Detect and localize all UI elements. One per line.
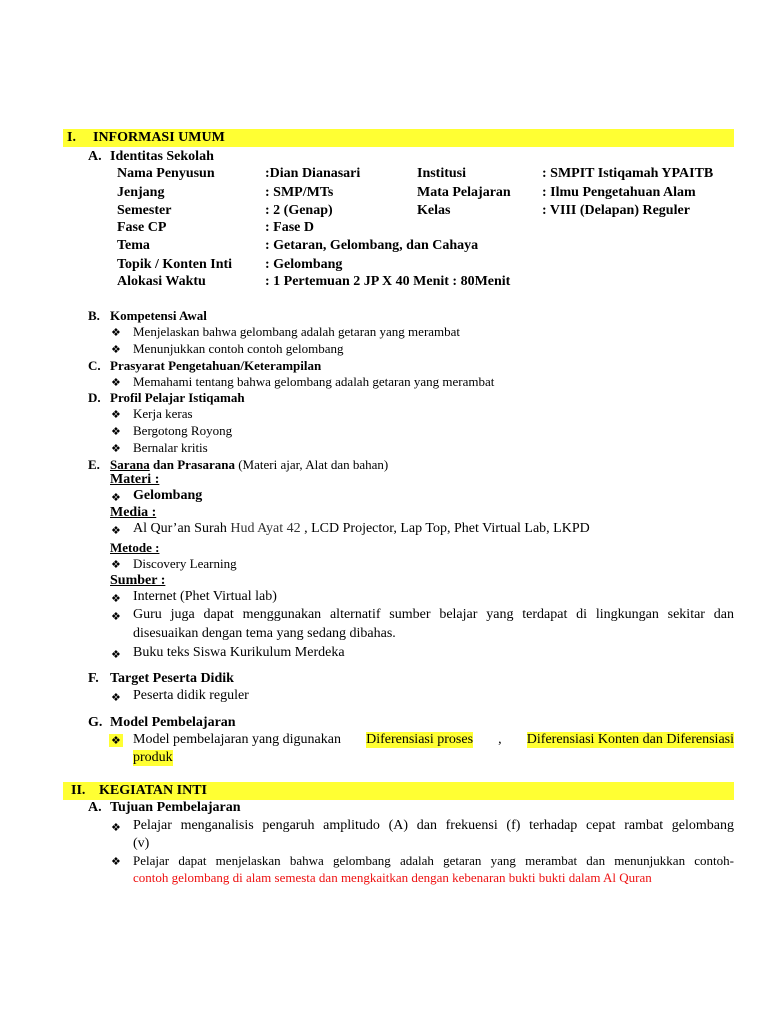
section-1-title: INFORMASI UMUM (93, 130, 225, 145)
subsection-a-letter: A. (88, 149, 102, 164)
subsection-f-title: Target Peserta Didik (110, 671, 234, 686)
label-fase-cp: Fase CP (117, 220, 167, 235)
list-item: Pelajar dapat menjelaskan bahwa gelombang adalah getaran yang merambat dan menunjukkan contoh- (133, 853, 734, 868)
subsection-2a-letter: A. (88, 800, 102, 815)
bullet-icon: ❖ (111, 344, 121, 356)
subsection-e-title (110, 457, 388, 473)
sarana-word: Sarana (110, 457, 150, 472)
bullet-icon: ❖ (111, 409, 121, 421)
bullet-icon: ❖ (111, 692, 121, 704)
label-institusi: Institusi (417, 166, 467, 181)
bullet-icon: ❖ (111, 735, 121, 747)
subsection-f-letter: F. (88, 671, 99, 686)
label-mata-pelajaran: Mata Pelajaran (417, 185, 511, 200)
subsection-d-title: Profil Pelajar Istiqamah (110, 390, 245, 405)
bullet-icon: ❖ (111, 593, 121, 605)
list-item: Guru juga dapat menggunakan alternatif sumber belajar yang terdapat di lingkungan sekitar dan (133, 607, 734, 622)
label-tema: Tema (117, 238, 150, 253)
bullet-icon: ❖ (111, 492, 121, 504)
list-item-continuation-red: contoh gelombang di alam semesta dan mengkaitkan dengan kebenaran bukti bukti dalam Al Quran (133, 870, 652, 885)
media-label: Media : (110, 505, 157, 520)
list-item: Internet (Phet Virtual lab) (133, 589, 277, 604)
value-semester: : 2 (Genap) (265, 203, 333, 218)
subsection-c-letter: C. (88, 358, 101, 373)
section-2-number: II. (71, 783, 86, 798)
list-item-continuation: (v) (133, 836, 150, 851)
bullet-icon: ❖ (111, 559, 121, 571)
value-topik: : Gelombang (265, 257, 343, 272)
bullet-icon: ❖ (111, 426, 121, 438)
label-nama-penyusun: Nama Penyusun (117, 166, 215, 181)
list-item: Memahami tentang bahwa gelombang adalah getaran yang merambat (133, 374, 495, 389)
prasarana-words: dan Prasarana (149, 457, 235, 472)
value-institusi: : SMPIT Istiqamah YPAITB (542, 166, 714, 181)
sumber-label: Sumber : (110, 573, 166, 588)
bullet-icon: ❖ (111, 443, 121, 455)
bullet-icon: ❖ (111, 377, 121, 389)
section-2-title: KEGIATAN INTI (99, 783, 208, 798)
metode-label: Metode : (110, 540, 160, 555)
subsection-e-letter: E. (88, 457, 100, 472)
model-text: Model pembelajaran yang digunakan (133, 732, 341, 747)
model-pembelajaran-line (133, 732, 734, 748)
bullet-icon: ❖ (111, 611, 121, 623)
media-text-c: , LCD Projector, Lap Top, Phet Virtual Lab, LKPD (304, 521, 590, 536)
value-fase-cp: : Fase D (265, 220, 314, 235)
list-item: Peserta didik reguler (133, 688, 249, 703)
value-tema: : Getaran, Gelombang, dan Cahaya (265, 238, 479, 253)
list-item: Bergotong Royong (133, 423, 233, 438)
value-jenjang: : SMP/MTs (265, 185, 334, 200)
bullet-icon: ❖ (111, 822, 121, 834)
subsection-b-title: Kompetensi Awal (110, 308, 207, 323)
list-item: Buku teks Siswa Kurikulum Merdeka (133, 645, 345, 660)
list-item: Gelombang (133, 488, 203, 503)
bullet-icon: ❖ (111, 649, 121, 661)
highlight-diferensiasi-proses: Diferensiasi proses (366, 732, 474, 747)
media-text-b: Hud Ayat 42 (230, 521, 305, 536)
subsection-a-title: Identitas Sekolah (110, 149, 214, 164)
comma-text: , (498, 732, 502, 747)
list-item: Kerja keras (133, 406, 193, 421)
highlight-diferensiasi-produk: produk (133, 750, 173, 765)
subsection-g-letter: G. (88, 715, 103, 730)
sarana-note: (Materi ajar, Alat dan bahan) (234, 457, 389, 472)
list-item: Discovery Learning (133, 556, 237, 571)
subsection-2a-title: Tujuan Pembelajaran (110, 800, 241, 815)
list-item: Menunjukkan contoh contoh gelombang (133, 341, 344, 356)
list-item: Bernalar kritis (133, 440, 208, 455)
value-kelas: : VIII (Delapan) Reguler (542, 203, 690, 218)
label-kelas: Kelas (417, 203, 451, 218)
value-mata-pelajaran: : Ilmu Pengetahuan Alam (542, 185, 696, 200)
media-text-a: Al Qur’an Surah (133, 521, 231, 536)
list-item: Pelajar menganalisis pengaruh amplitudo (A) dan frekuensi (f) terhadap cepat rambat gelombang (133, 818, 734, 833)
list-item (133, 521, 590, 537)
subsection-d-letter: D. (88, 390, 101, 405)
materi-label: Materi : (110, 472, 160, 487)
bullet-icon: ❖ (111, 327, 121, 339)
label-semester: Semester (117, 203, 172, 218)
value-alokasi-waktu: : 1 Pertemuan 2 JP X 40 Menit : 80Menit (265, 274, 511, 289)
label-jenjang: Jenjang (117, 185, 165, 200)
bullet-icon: ❖ (111, 856, 121, 868)
section-1-number: I. (67, 130, 76, 145)
subsection-g-title: Model Pembelajaran (110, 715, 236, 730)
bullet-icon: ❖ (111, 525, 121, 537)
subsection-c-title: Prasyarat Pengetahuan/Keterampilan (110, 358, 322, 373)
list-item-continuation: disesuaikan dengan tema yang sedang dibahas. (133, 626, 396, 641)
label-alokasi-waktu: Alokasi Waktu (117, 274, 206, 289)
list-item: Menjelaskan bahwa gelombang adalah getaran yang merambat (133, 324, 461, 339)
label-topik: Topik / Konten Inti (117, 257, 233, 272)
highlight-diferensiasi-konten: Diferensiasi Konten dan Diferensiasi (526, 732, 734, 747)
value-nama-penyusun: :Dian Dianasari (265, 166, 361, 181)
subsection-b-letter: B. (88, 308, 100, 323)
